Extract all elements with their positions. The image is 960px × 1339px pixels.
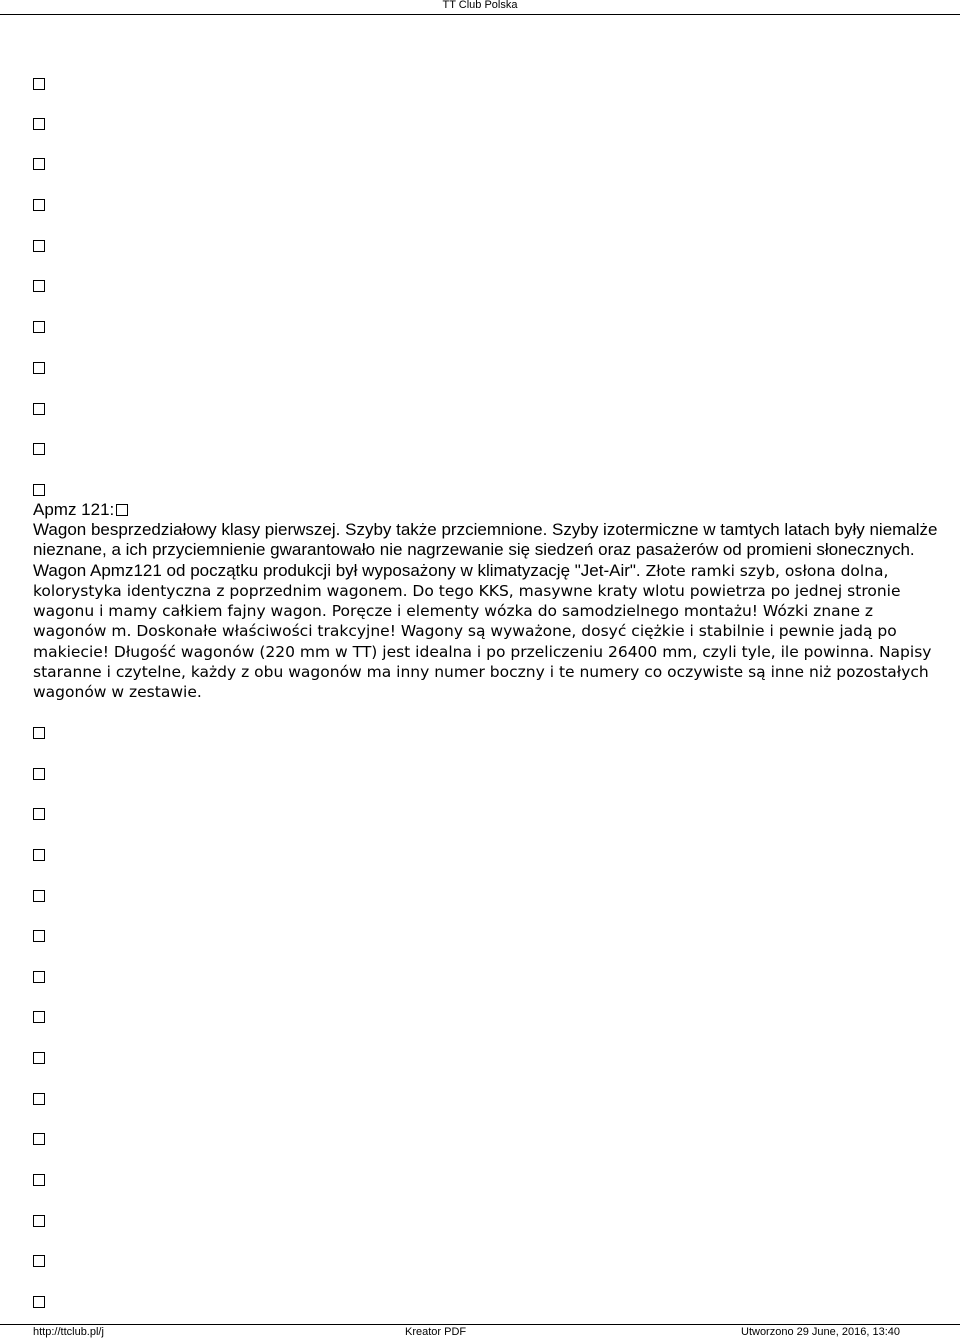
body-text-part1: Wagon besprzedziałowy klasy pierwszej. Szyby także przciemnione. Szyby izotermiczne w tamtych latach były niemalże nieznane, a ich przyciemnienie gwarantowało nie nagrzewanie się siedzeń oraz pasażerów od promieni słonecznych. Wagon Apmz121 od początku produkcji był wyposażony w klimatyzację "Jet-Air".: [33, 520, 938, 580]
missing-image-icon: [33, 199, 45, 211]
missing-image-icon: [116, 504, 128, 516]
missing-image-icon: [33, 1133, 45, 1145]
footer-url: http://ttclub.pl/j: [33, 1326, 104, 1338]
missing-image-icon: [33, 1255, 45, 1267]
missing-image-icon: [33, 930, 45, 942]
footer-creator: Kreator PDF: [405, 1326, 467, 1338]
footer-created: Utworzono 29 June, 2016, 13:40: [741, 1326, 901, 1338]
missing-image-icon: [33, 403, 45, 415]
missing-image-icon: [33, 158, 45, 170]
missing-image-icon: [33, 1093, 45, 1105]
missing-image-icon: [33, 280, 45, 292]
missing-image-icon: [33, 118, 45, 130]
missing-image-icon: [33, 240, 45, 252]
missing-image-icon: [33, 1052, 45, 1064]
page-footer: [0, 1324, 960, 1339]
missing-image-icon: [33, 890, 45, 902]
missing-image-icon: [33, 1011, 45, 1023]
body-text-part2: Złote ramki szyb, osłona dolna, kolorystyka identyczna z poprzednim wagonem. Do tego KKS, masywne kraty wlotu powietrza po jednej stronie wagonu i mamy całkiem fajny wagon. Poręcze i elementy wózka do samodzielnego montażu! Wózki znane z wagonów m. Doskonałe właściwości trakcyjne! Wagony są wyważone, dosyć ciężkie i stabilnie i pewnie jadą po makiecie! Długość wagonów (220 mm w TT) jest idealna i po przeliczeniu 26400 mm, czyli tyle, ile powinna. Napisy staranne i czytelne, każdy z obu wagonów ma inny numer boczny i te numery co oczywiste są inne niż pozostałych wagonów w zestawie.: [33, 561, 932, 702]
missing-image-icon: [33, 1174, 45, 1186]
missing-image-icon: [33, 1215, 45, 1227]
header-title: TT Club Polska: [442, 0, 518, 11]
missing-image-icon: [33, 768, 45, 780]
missing-image-icon: [33, 1296, 45, 1308]
article-body: [33, 520, 943, 703]
missing-image-icon: [33, 484, 45, 496]
heading-text: Apmz 121:: [33, 500, 115, 519]
missing-image-icon: [33, 362, 45, 374]
missing-image-icon: [33, 727, 45, 739]
missing-image-icon: [33, 808, 45, 820]
missing-image-icon: [33, 849, 45, 861]
missing-image-icon: [33, 443, 45, 455]
missing-image-icon: [33, 971, 45, 983]
missing-image-icon: [33, 321, 45, 333]
page-header: [0, 0, 960, 15]
article-heading: [33, 500, 128, 520]
missing-image-icon: [33, 78, 45, 90]
